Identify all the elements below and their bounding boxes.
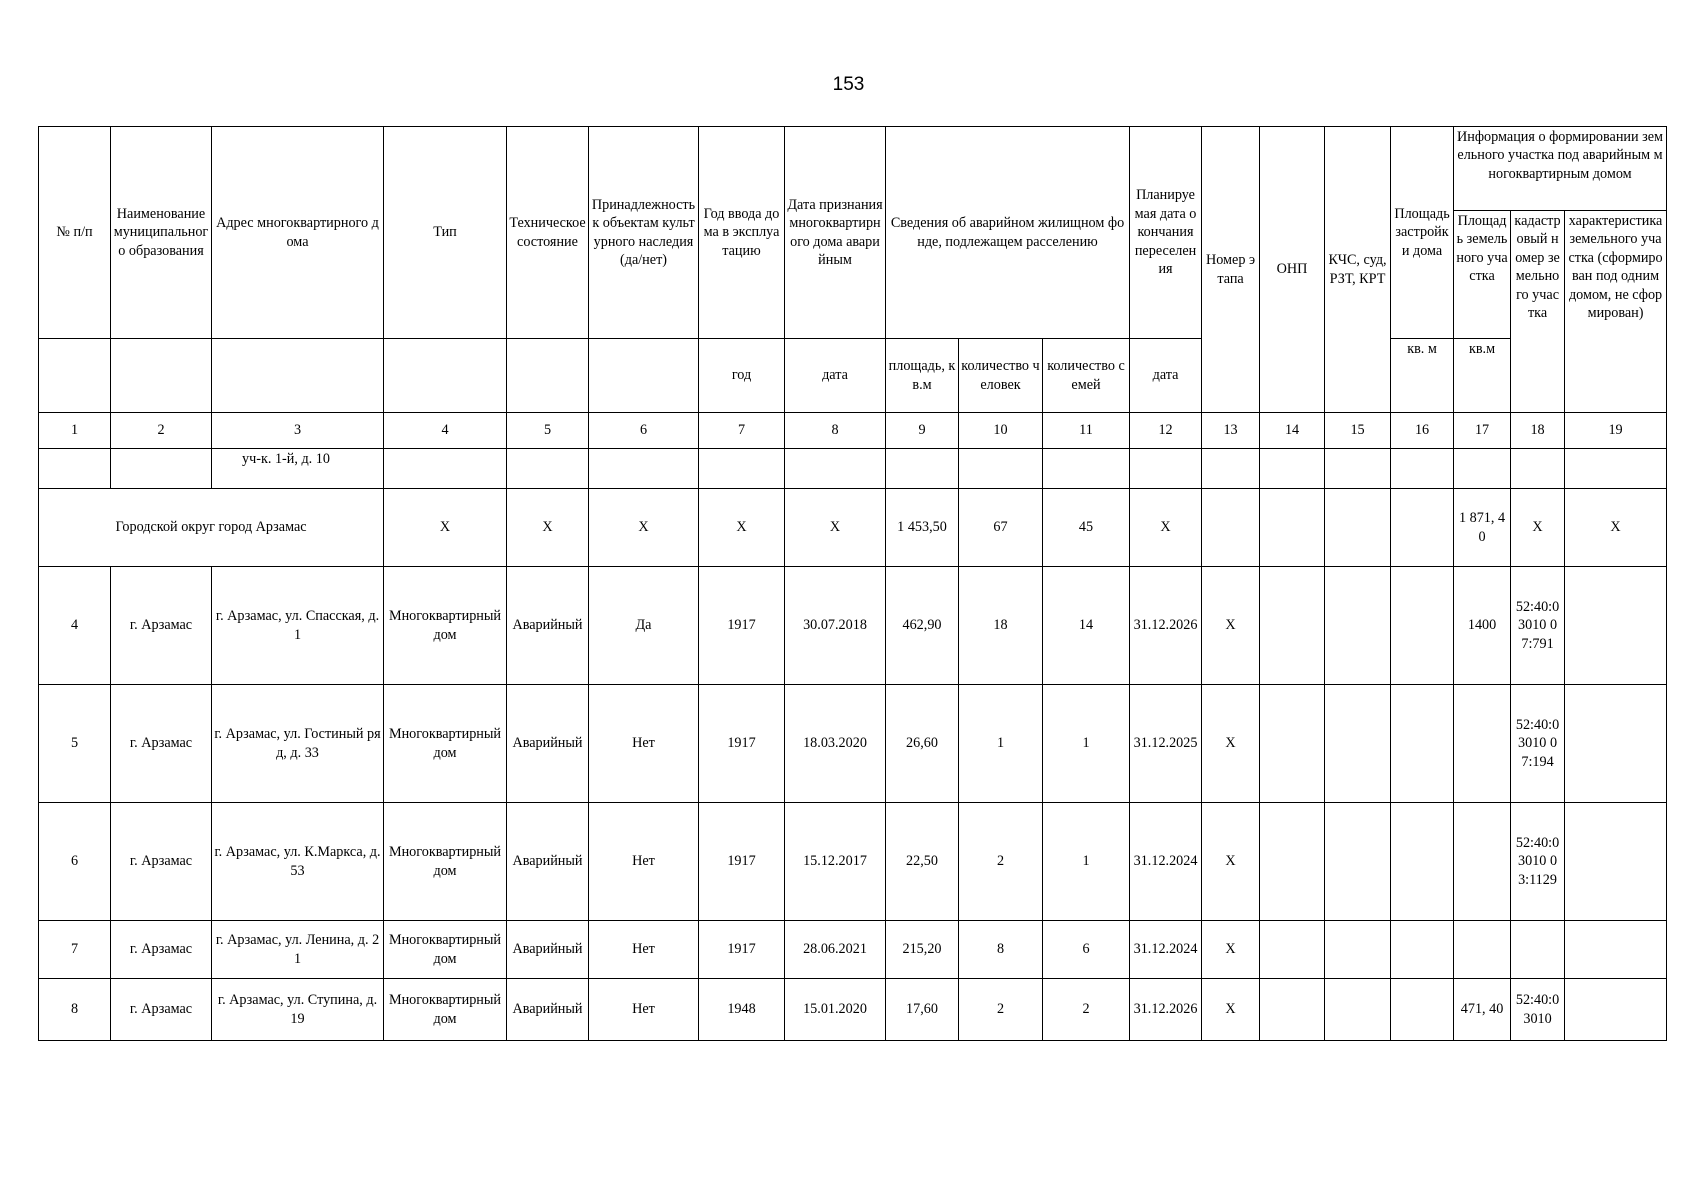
row-address: г. Арзамас, ул. Спасская, д. 1 xyxy=(212,567,384,685)
row-building-area xyxy=(1391,979,1454,1041)
row-land-area: 1400 xyxy=(1454,567,1511,685)
row-year: 1917 xyxy=(699,921,785,979)
row-families: 1 xyxy=(1043,685,1130,803)
header-cadastral-number: кадастровый номер земельного участка xyxy=(1511,211,1565,413)
row-kchs xyxy=(1325,567,1391,685)
row-number: 4 xyxy=(39,567,111,685)
row-area: 462,90 xyxy=(886,567,959,685)
subtotal-land-area: 1 871, 40 xyxy=(1454,489,1511,567)
row-plan-date: 31.12.2026 xyxy=(1130,979,1202,1041)
column-number: 19 xyxy=(1565,413,1667,449)
row-year: 1917 xyxy=(699,685,785,803)
header-empty-2 xyxy=(111,339,212,413)
row-plan-date: 31.12.2024 xyxy=(1130,803,1202,921)
row-onp xyxy=(1260,921,1325,979)
row-building-area xyxy=(1391,803,1454,921)
row-date: 30.07.2018 xyxy=(785,567,886,685)
column-number: 2 xyxy=(111,413,212,449)
row-families: 14 xyxy=(1043,567,1130,685)
header-land-area: Площадь земельного участка xyxy=(1454,211,1511,339)
column-number: 4 xyxy=(384,413,507,449)
row-building-area xyxy=(1391,921,1454,979)
row-state: Аварийный xyxy=(507,979,589,1041)
column-number: 6 xyxy=(589,413,699,449)
row-address: г. Арзамас, ул. Гостиный ряд, д. 33 xyxy=(212,685,384,803)
row-characteristic xyxy=(1565,685,1667,803)
row-municipality: г. Арзамас xyxy=(111,685,212,803)
row-number: 5 xyxy=(39,685,111,803)
column-number: 8 xyxy=(785,413,886,449)
table-row xyxy=(39,567,1667,685)
subtotal-characteristic: X xyxy=(1565,489,1667,567)
row-plan-date: 31.12.2025 xyxy=(1130,685,1202,803)
row-kchs xyxy=(1325,979,1391,1041)
row-number: 7 xyxy=(39,921,111,979)
table-row xyxy=(39,803,1667,921)
subtotal-type: X xyxy=(384,489,507,567)
row-characteristic xyxy=(1565,979,1667,1041)
header-number: № п/п xyxy=(39,127,111,339)
column-number: 12 xyxy=(1130,413,1202,449)
row-municipality: г. Арзамас xyxy=(111,803,212,921)
header-empty-3 xyxy=(212,339,384,413)
column-number: 9 xyxy=(886,413,959,449)
row-cadastral: 52:40:03010 07:194 xyxy=(1511,685,1565,803)
subtotal-area: 1 453,50 xyxy=(886,489,959,567)
row-year: 1917 xyxy=(699,567,785,685)
subtotal-label: Городской округ город Арзамас xyxy=(39,489,384,567)
row-cadastral: 52:40:03010 07:791 xyxy=(1511,567,1565,685)
subtotal-year: X xyxy=(699,489,785,567)
row-characteristic xyxy=(1565,567,1667,685)
row-people: 8 xyxy=(959,921,1043,979)
row-stage: X xyxy=(1202,803,1260,921)
column-number: 14 xyxy=(1260,413,1325,449)
row-onp xyxy=(1260,803,1325,921)
column-number: 1 xyxy=(39,413,111,449)
header-sub-plan-date: дата xyxy=(1130,339,1202,413)
header-empty-1 xyxy=(39,339,111,413)
column-number: 5 xyxy=(507,413,589,449)
continuation-address: уч-к. 1-й, д. 10 xyxy=(212,449,384,489)
row-land-area xyxy=(1454,803,1511,921)
header-empty-4 xyxy=(384,339,507,413)
subtotal-people: 67 xyxy=(959,489,1043,567)
row-area: 22,50 xyxy=(886,803,959,921)
row-plan-date: 31.12.2024 xyxy=(1130,921,1202,979)
row-stage: X xyxy=(1202,921,1260,979)
table-row xyxy=(39,979,1667,1041)
column-number: 18 xyxy=(1511,413,1565,449)
column-number: 15 xyxy=(1325,413,1391,449)
row-onp xyxy=(1260,567,1325,685)
column-number: 13 xyxy=(1202,413,1260,449)
row-date: 28.06.2021 xyxy=(785,921,886,979)
header-recognition-date: Дата признания многоквартирного дома аварийным xyxy=(785,127,886,339)
header-row-3 xyxy=(39,339,1667,413)
row-date: 15.01.2020 xyxy=(785,979,886,1041)
row-number: 6 xyxy=(39,803,111,921)
table-row xyxy=(39,685,1667,803)
row-number: 8 xyxy=(39,979,111,1041)
row-stage: X xyxy=(1202,567,1260,685)
emergency-housing-table xyxy=(38,126,1667,1041)
continuation-row xyxy=(39,449,1667,489)
row-municipality: г. Арзамас xyxy=(111,567,212,685)
column-number: 3 xyxy=(212,413,384,449)
subtotal-heritage: X xyxy=(589,489,699,567)
row-cadastral: 52:40:03010 03:1129 xyxy=(1511,803,1565,921)
header-year-built: Год ввода дома в эксплуатацию xyxy=(699,127,785,339)
page-number: 153 xyxy=(832,74,865,95)
row-heritage: Нет xyxy=(589,803,699,921)
row-cadastral: 52:40:03010 xyxy=(1511,979,1565,1041)
row-type: Многоквартирный дом xyxy=(384,803,507,921)
header-sub-land-area: кв.м xyxy=(1454,339,1511,413)
row-kchs xyxy=(1325,803,1391,921)
row-families: 1 xyxy=(1043,803,1130,921)
row-year: 1917 xyxy=(699,803,785,921)
subtotal-cadastral: X xyxy=(1511,489,1565,567)
subtotal-state: X xyxy=(507,489,589,567)
header-empty-6 xyxy=(589,339,699,413)
row-building-area xyxy=(1391,685,1454,803)
row-cadastral xyxy=(1511,921,1565,979)
header-sub-area: площадь, кв.м xyxy=(886,339,959,413)
row-municipality: г. Арзамас xyxy=(111,921,212,979)
row-type: Многоквартирный дом xyxy=(384,979,507,1041)
header-address: Адрес многоквартирного дома xyxy=(212,127,384,339)
header-building-area: Площадь застройки дома xyxy=(1391,127,1454,339)
row-onp xyxy=(1260,685,1325,803)
row-families: 6 xyxy=(1043,921,1130,979)
row-stage: X xyxy=(1202,979,1260,1041)
column-number: 17 xyxy=(1454,413,1511,449)
row-people: 2 xyxy=(959,979,1043,1041)
header-land-info: Информация о формировании земельного участка под аварийным многоквартирным домом xyxy=(1454,127,1667,211)
header-heritage: Принадлежность к объектам культурного наследия (да/нет) xyxy=(589,127,699,339)
column-number: 11 xyxy=(1043,413,1130,449)
row-families: 2 xyxy=(1043,979,1130,1041)
column-number: 10 xyxy=(959,413,1043,449)
row-characteristic xyxy=(1565,921,1667,979)
row-date: 15.12.2017 xyxy=(785,803,886,921)
row-municipality: г. Арзамас xyxy=(111,979,212,1041)
row-area: 17,60 xyxy=(886,979,959,1041)
header-sub-building-area: кв. м xyxy=(1391,339,1454,413)
column-number: 16 xyxy=(1391,413,1454,449)
row-address: г. Арзамас, ул. К.Маркса, д. 53 xyxy=(212,803,384,921)
row-heritage: Нет xyxy=(589,979,699,1041)
row-people: 1 xyxy=(959,685,1043,803)
header-onp: ОНП xyxy=(1260,127,1325,413)
subtotal-families: 45 xyxy=(1043,489,1130,567)
column-number-row xyxy=(39,413,1667,449)
row-plan-date: 31.12.2026 xyxy=(1130,567,1202,685)
row-date: 18.03.2020 xyxy=(785,685,886,803)
row-heritage: Да xyxy=(589,567,699,685)
table-row xyxy=(39,921,1667,979)
column-number: 7 xyxy=(699,413,785,449)
header-planned-date: Планируемая дата окончания переселения xyxy=(1130,127,1202,339)
row-state: Аварийный xyxy=(507,921,589,979)
subtotal-date: X xyxy=(785,489,886,567)
row-area: 215,20 xyxy=(886,921,959,979)
header-land-characteristic: характеристика земельного участка (сформирован под одним домом, не сформирован) xyxy=(1565,211,1667,413)
header-technical-state: Техническое состояние xyxy=(507,127,589,339)
row-area: 26,60 xyxy=(886,685,959,803)
header-sub-year: год xyxy=(699,339,785,413)
row-heritage: Нет xyxy=(589,921,699,979)
header-row-1 xyxy=(39,127,1667,211)
row-state: Аварийный xyxy=(507,685,589,803)
header-sub-families: количество семей xyxy=(1043,339,1130,413)
row-address: г. Арзамас, ул. Ленина, д. 21 xyxy=(212,921,384,979)
row-building-area xyxy=(1391,567,1454,685)
row-address: г. Арзамас, ул. Ступина, д. 19 xyxy=(212,979,384,1041)
header-fund-info: Сведения об аварийном жилищном фонде, подлежащем расселению xyxy=(886,127,1130,339)
header-sub-date: дата xyxy=(785,339,886,413)
header-stage-number: Номер этапа xyxy=(1202,127,1260,413)
row-stage: X xyxy=(1202,685,1260,803)
row-state: Аварийный xyxy=(507,803,589,921)
row-heritage: Нет xyxy=(589,685,699,803)
row-characteristic xyxy=(1565,803,1667,921)
row-people: 18 xyxy=(959,567,1043,685)
header-type: Тип xyxy=(384,127,507,339)
header-kchs: КЧС, суд, РЗТ, КРТ xyxy=(1325,127,1391,413)
subtotal-row xyxy=(39,489,1667,567)
data-rows xyxy=(39,567,1667,1041)
subtotal-plan-date: X xyxy=(1130,489,1202,567)
row-people: 2 xyxy=(959,803,1043,921)
row-land-area xyxy=(1454,685,1511,803)
row-type: Многоквартирный дом xyxy=(384,921,507,979)
header-sub-people: количество человек xyxy=(959,339,1043,413)
header-empty-5 xyxy=(507,339,589,413)
row-type: Многоквартирный дом xyxy=(384,685,507,803)
row-land-area xyxy=(1454,921,1511,979)
row-type: Многоквартирный дом xyxy=(384,567,507,685)
row-kchs xyxy=(1325,685,1391,803)
row-state: Аварийный xyxy=(507,567,589,685)
row-year: 1948 xyxy=(699,979,785,1041)
row-land-area: 471, 40 xyxy=(1454,979,1511,1041)
row-kchs xyxy=(1325,921,1391,979)
header-municipality: Наименование муниципального образования xyxy=(111,127,212,339)
row-onp xyxy=(1260,979,1325,1041)
